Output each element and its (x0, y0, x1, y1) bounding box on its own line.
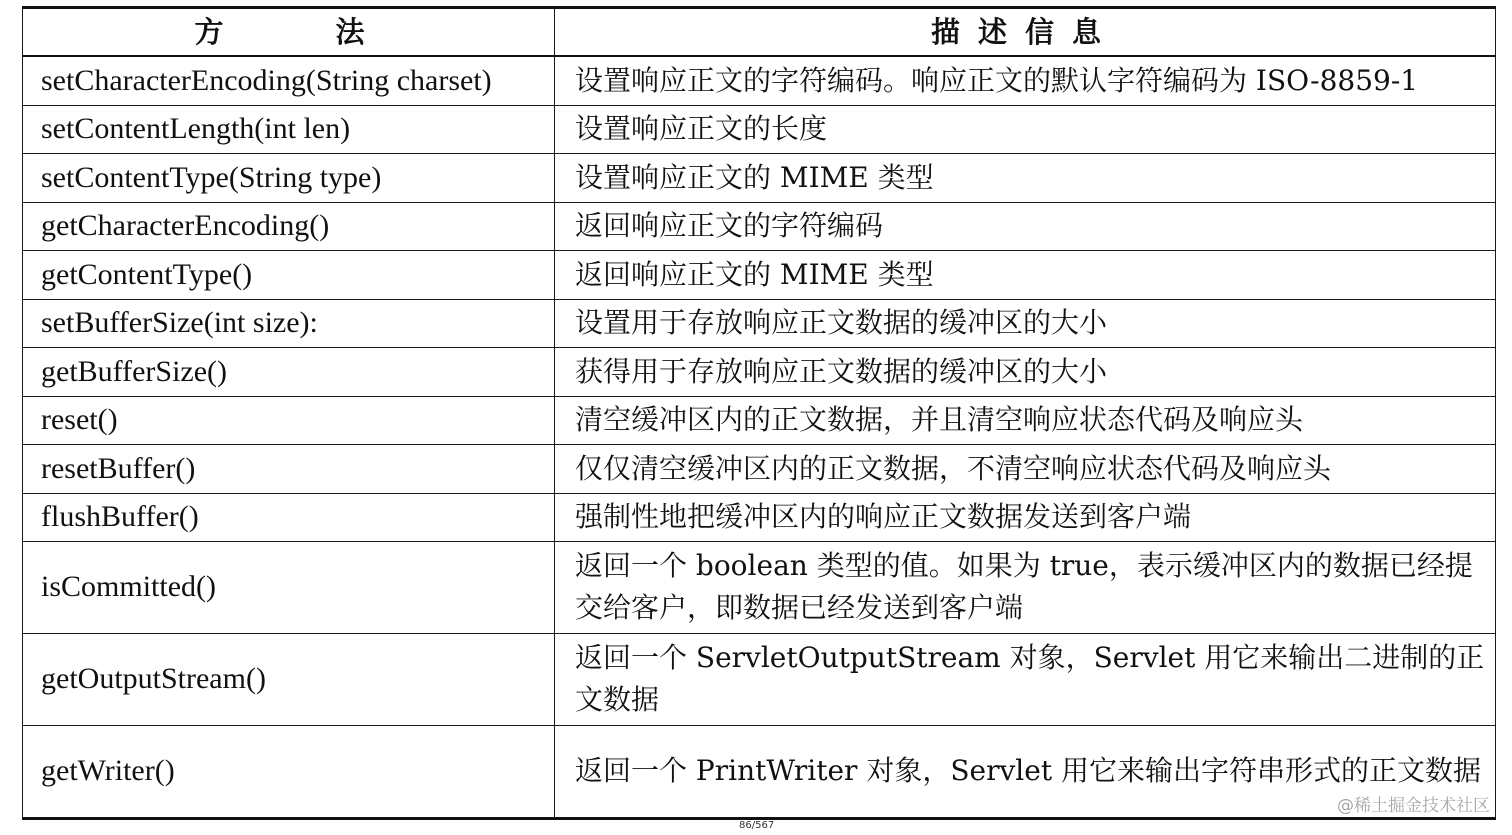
table-header-row (23, 8, 1496, 57)
table-row (23, 250, 1496, 299)
table-row (23, 541, 1496, 633)
method-cell: getContentType() (23, 250, 555, 299)
page-number: 86/567 (739, 820, 775, 831)
table-row (23, 202, 1496, 250)
table-row (23, 725, 1496, 818)
description-cell: 返回响应正文的字符编码 (555, 202, 1496, 250)
method-cell: setContentLength(int len) (23, 105, 555, 153)
method-cell: setContentType(String type) (23, 153, 555, 202)
description-cell: 获得用于存放响应正文数据的缓冲区的大小 (555, 347, 1496, 396)
method-cell: resetBuffer() (23, 444, 555, 493)
description-cell: 返回一个 boolean 类型的值。如果为 true，表示缓冲区内的数据已经提交给客户，即数据已经发送到客户端 (555, 541, 1496, 633)
table-row (23, 153, 1496, 202)
table-row (23, 56, 1496, 105)
table-row (23, 633, 1496, 725)
description-cell: 清空缓冲区内的正文数据，并且清空响应状态代码及响应头 (555, 396, 1496, 444)
method-cell: getWriter() (23, 725, 555, 818)
description-cell: 返回响应正文的 MIME 类型 (555, 250, 1496, 299)
method-cell: flushBuffer() (23, 493, 555, 541)
description-cell: 设置响应正文的 MIME 类型 (555, 153, 1496, 202)
method-cell: getOutputStream() (23, 633, 555, 725)
method-cell: setCharacterEncoding(String charset) (23, 56, 555, 105)
table-row (23, 299, 1496, 347)
table-row (23, 493, 1496, 541)
watermark: @稀土掘金技术社区 (1337, 796, 1490, 816)
description-cell: 设置用于存放响应正文数据的缓冲区的大小 (555, 299, 1496, 347)
method-cell: isCommitted() (23, 541, 555, 633)
description-cell: 强制性地把缓冲区内的响应正文数据发送到客户端 (555, 493, 1496, 541)
description-cell: 返回一个 ServletOutputStream 对象，Servlet 用它来输出二进制的正文数据 (555, 633, 1496, 725)
description-cell: 设置响应正文的字符编码。响应正文的默认字符编码为 ISO-8859-1 (555, 56, 1496, 105)
method-cell: setBufferSize(int size): (23, 299, 555, 347)
table-row (23, 347, 1496, 396)
method-cell: getCharacterEncoding() (23, 202, 555, 250)
table-row (23, 444, 1496, 493)
method-table (22, 6, 1496, 820)
header-method: 方 法 (23, 8, 555, 57)
method-cell: reset() (23, 396, 555, 444)
method-cell: getBufferSize() (23, 347, 555, 396)
table-row (23, 396, 1496, 444)
description-cell: 仅仅清空缓冲区内的正文数据，不清空响应状态代码及响应头 (555, 444, 1496, 493)
table-row (23, 105, 1496, 153)
description-cell: 设置响应正文的长度 (555, 105, 1496, 153)
header-description: 描述信息 (555, 8, 1496, 57)
description-cell: 返回一个 PrintWriter 对象，Servlet 用它来输出字符串形式的正文数据 (555, 725, 1496, 818)
